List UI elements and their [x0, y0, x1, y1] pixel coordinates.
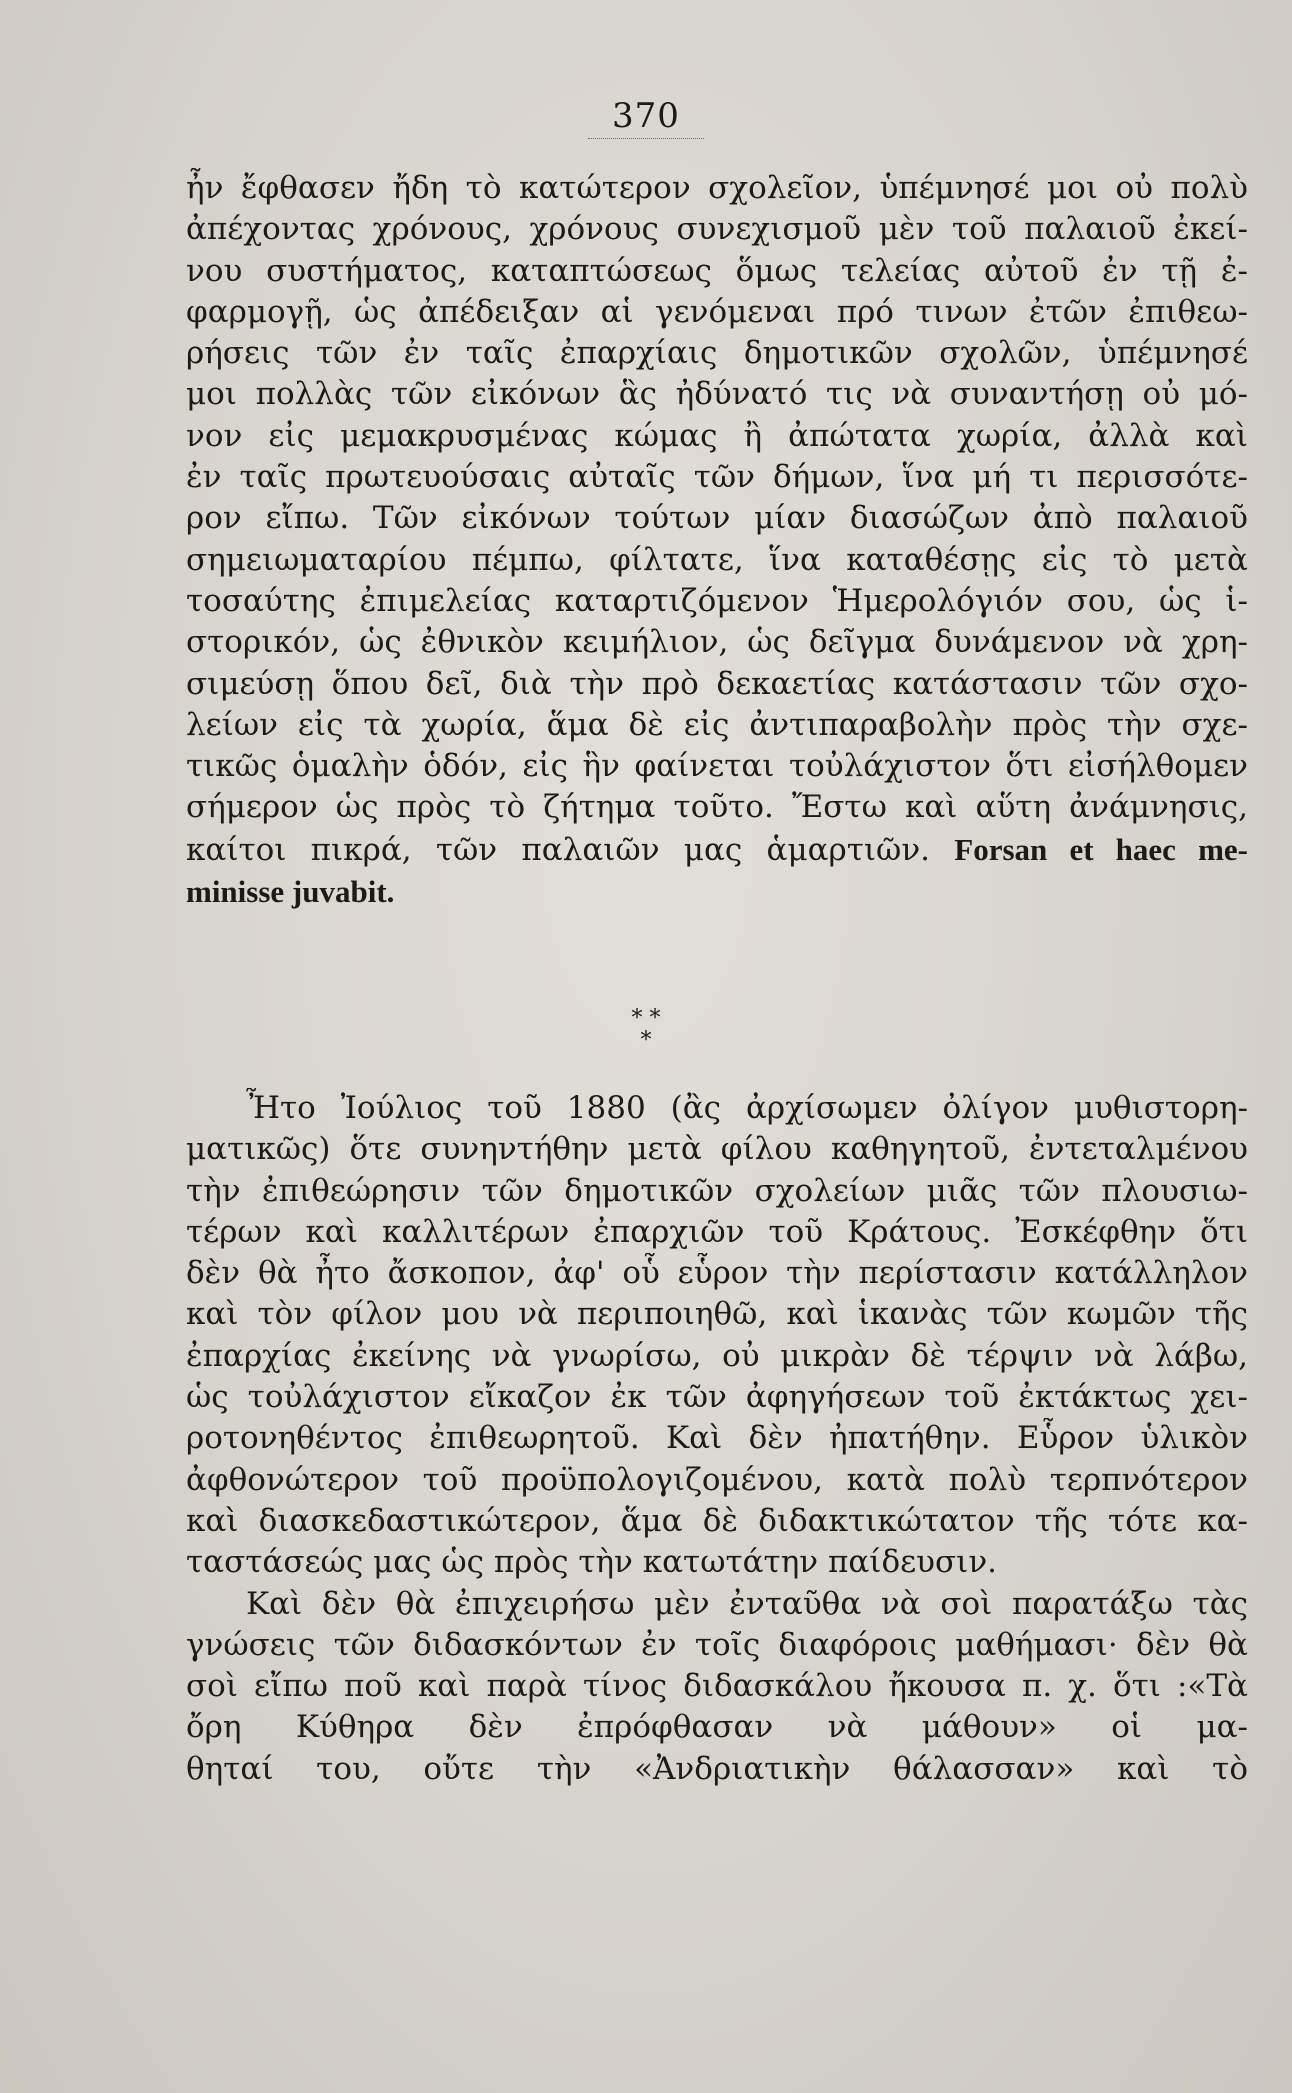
text-line: καὶ τὸν φίλον μου νὰ περιποιηθῶ, καὶ ἱκανὰς τῶν κωμῶν τῆς	[186, 1296, 1248, 1333]
text-line: ἀφθονώτερον τοῦ προϋπολογιζομένου, κατὰ πολὺ τερπνότερον	[186, 1461, 1248, 1498]
latin-quote: Forsan et haec me-	[954, 831, 1248, 867]
text-line: ἦν ἔφθασεν ἤδη τὸ κατώτερον σχολεῖον, ὑπέμνησέ μοι οὐ πολὺ	[186, 170, 1248, 206]
text-line: νον εἰς μεμακρυσμένας κώμας ἢ ἀπώτατα χωρία, ἀλλὰ καὶ	[186, 417, 1248, 454]
page-number	[0, 96, 1292, 139]
text-line: Καὶ δὲν θὰ ἐπιχειρήσω μὲν ἐνταῦθα νὰ σοὶ παρατάξω τὰς	[246, 1585, 1248, 1622]
text-line: ρον εἴπω. Τῶν εἰκόνων τούτων μίαν διασώζων ἀπὸ παλαιοῦ	[186, 500, 1248, 537]
asterisk-bottom: *	[640, 1028, 652, 1053]
text-line: ροτονηθέντος ἐπιθεωρητοῦ. Καὶ δὲν ἠπατήθην. Εὗρον ὑλικὸν	[186, 1420, 1248, 1457]
text-line: στορικόν, ὡς ἐθνικὸν κειμήλιον, ὡς δεῖγμα δυνάμενον νὰ χρη-	[186, 624, 1248, 661]
text-line: φαρμογῇ, ὡς ἀπέδειξαν αἱ γενόμεναι πρό τινων ἐτῶν ἐπιθεω-	[186, 293, 1248, 330]
text-line: ἐπαρχίας ἐκείνης νὰ γνωρίσω, οὐ μικρὰν δὲ τέρψιν νὰ λάβω,	[186, 1337, 1248, 1374]
text-line: τοσαύτης ἐπιμελείας καταρτιζόμενον Ἡμερολόγιόν σου, ὡς ἱ-	[186, 582, 1248, 619]
text-line: λείων εἰς τὰ χωρία, ἅμα δὲ εἰς ἀντιπαραβολὴν πρὸς τὴν σχε-	[186, 706, 1248, 743]
text-line: θηταί του, οὔτε τὴν «Ἀνδριατικὴν θάλασσαν» καὶ τὸ	[186, 1750, 1248, 1787]
text-line: ταστάσεώς μας ὡς πρὸς τὴν κατωτάτην παίδευσιν.	[186, 1544, 998, 1581]
page-number-text: 370	[588, 96, 704, 139]
text-line: σήμερον ὡς πρὸς τὸ ζήτημα τοῦτο. Ἔστω καὶ αὕτη ἀνάμνησις,	[186, 789, 1248, 826]
text-line: σοὶ εἴπω ποῦ καὶ παρὰ τίνος διδασκάλου ἤκουσα π. χ. ὅτι :«Τὰ	[186, 1668, 1248, 1705]
text-line: ἐν ταῖς πρωτευούσαις αὐταῖς τῶν δήμων, ἵνα μή τι περισσότε-	[186, 459, 1248, 496]
text-line: τέρων καὶ καλλιτέρων ἐπαρχιῶν τοῦ Κράτους. Ἐσκέφθην ὅτι	[186, 1213, 1248, 1250]
text-line: γνώσεις τῶν διδασκόντων ἐν τοῖς διαφόροις μαθήμασι· δὲν θὰ	[186, 1626, 1248, 1663]
text-line: τικῶς ὁμαλὴν ὁδόν, εἰς ἣν φαίνεται τοὐλάχιστον ὅτι εἰσήλθομεν	[186, 748, 1248, 785]
text-line: Ἦτο Ἰούλιος τοῦ 1880 (ἂς ἀρχίσωμεν ὀλίγον μυθιστορη-	[246, 1090, 1248, 1126]
text-line: σιμεύσῃ ὅπου δεῖ, διὰ τὴν πρὸ δεκαετίας κατάστασιν τῶν σχο-	[186, 665, 1248, 702]
section-separator	[0, 1008, 1292, 1052]
paragraph-1	[186, 168, 1248, 912]
text-line: δὲν θὰ ἦτο ἄσκοπον, ἀφ' οὗ εὗρον τὴν περίστασιν κατάλληλον	[186, 1255, 1248, 1292]
text-line: σημειωματαρίου πέμπω, φίλτατε, ἵνα καταθέσῃς εἰς τὸ μετὰ	[186, 541, 1248, 578]
latin-quote-end: minisse juvabit.	[186, 874, 395, 910]
text-line: ἀπέχοντας χρόνους, χρόνους συνεχισμοῦ μὲν τοῦ παλαιοῦ ἐκεί-	[186, 211, 1248, 248]
text-line: ὡς τοὐλάχιστον εἴκαζον ἐκ τῶν ἀφηγήσεων τοῦ ἐκτάκτως χει-	[186, 1379, 1248, 1416]
text-line: τὴν ἐπιθεώρησιν τῶν δημοτικῶν σχολείων μιᾶς τῶν πλουσιω-	[186, 1172, 1248, 1209]
text-line: ὄρη Κύθηρα δὲν ἐπρόφθασαν νὰ μάθουν» οἱ μα-	[186, 1709, 1248, 1746]
asterisks-top: * *	[631, 1006, 661, 1031]
text-line: μοι πολλὰς τῶν εἰκόνων ἃς ἠδύνατό τις νὰ συναντήσῃ οὐ μό-	[186, 376, 1248, 413]
text-line: καὶ διασκεδαστικώτερον, ἅμα δὲ διδακτικώτατον τῆς τότε κα-	[186, 1502, 1248, 1539]
paragraph-2	[186, 1088, 1248, 1790]
text-line: ματικῶς) ὅτε συνηντήθην μετὰ φίλου καθηγητοῦ, ἐντεταλμένου	[186, 1131, 1248, 1168]
text-line: νου συστήματος, καταπτώσεως ὅμως τελείας αὐτοῦ ἐν τῇ ἐ-	[186, 252, 1248, 289]
text-line: ρήσεις τῶν ἐν ταῖς ἐπαρχίαις δημοτικῶν σχολῶν, ὑπέμνησέ	[186, 335, 1248, 372]
greek-text: καίτοι πικρά, τῶν παλαιῶν μας ἁμαρτιῶν.	[186, 831, 931, 868]
text-line-with-latin	[186, 829, 1248, 871]
